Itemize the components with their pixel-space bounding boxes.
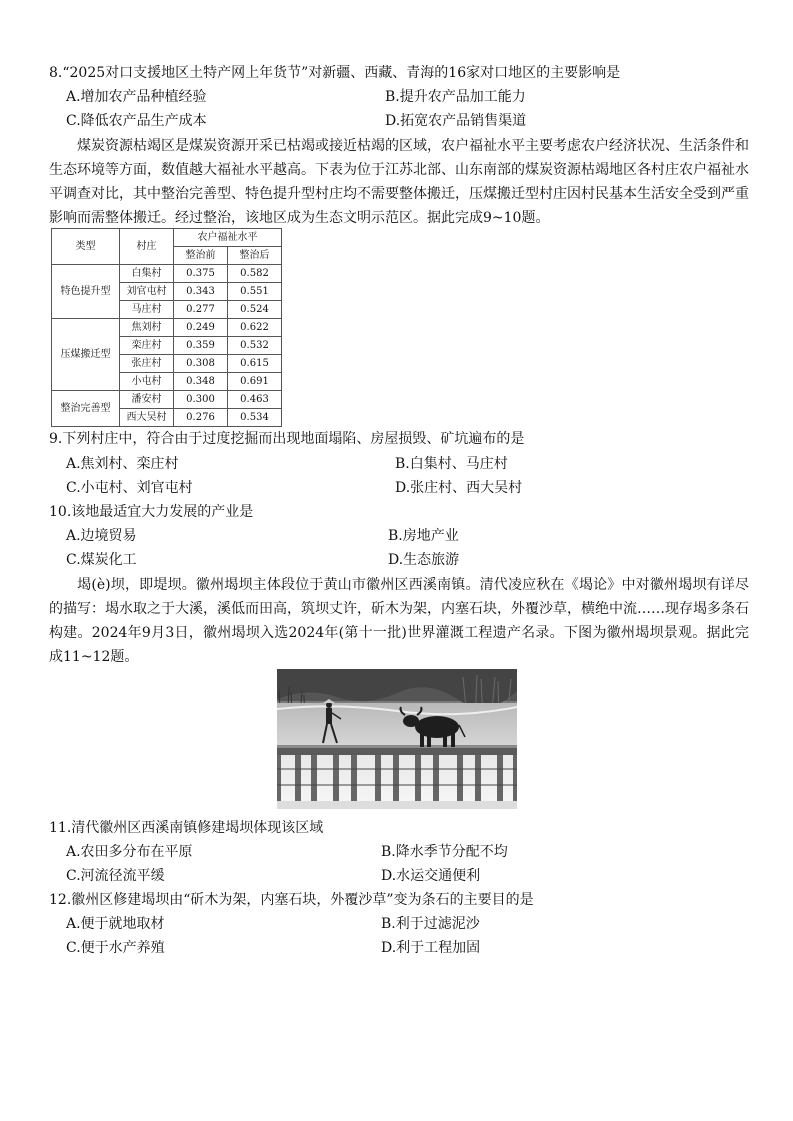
q9-option-b[interactable]: B.白集村、马庄村 bbox=[395, 456, 508, 472]
village-cell: 潘安村 bbox=[120, 391, 174, 409]
q12-option-d[interactable]: D.利于工程加固 bbox=[381, 940, 481, 956]
village-cell: 焦刘村 bbox=[120, 319, 174, 337]
q10-option-a[interactable]: A.边境贸易 bbox=[66, 528, 137, 544]
after-cell: 0.534 bbox=[228, 409, 282, 427]
material-coal-region-text: 煤炭资源枯竭区是煤炭资源开采已枯竭或接近枯竭的区域，农户福祉水平主要考虑农户经济状况、生活条件和生态环境等方面，数值越大福祉水平越高。下表为位于江苏北部、山东南部的煤炭资源枯竭地区各村庄农户福祉水平调查对比，其中整治完善型、特色提升型村庄均不需要整体搬迁，压煤搬迁型村庄因村民基本生活安全受到严重影响而需整体搬迁。经过整治，该地区成为生态文明示范区。据此完成9~10题。 bbox=[49, 138, 749, 226]
material-coal-region bbox=[49, 134, 749, 230]
after-cell: 0.615 bbox=[228, 355, 282, 373]
village-cell: 小屯村 bbox=[120, 373, 174, 391]
village-cell: 刘官屯村 bbox=[120, 283, 174, 301]
q8-option-d[interactable]: D.拓宽农产品销售渠道 bbox=[385, 113, 527, 129]
material-dam bbox=[49, 573, 749, 669]
group-type: 特色提升型 bbox=[52, 265, 120, 319]
group-type: 整治完善型 bbox=[52, 391, 120, 427]
before-cell: 0.359 bbox=[174, 337, 228, 355]
table-row bbox=[52, 319, 282, 337]
q11-option-b[interactable]: B.降水季节分配不均 bbox=[381, 844, 508, 860]
after-cell: 0.532 bbox=[228, 337, 282, 355]
q10-option-d[interactable]: D.生态旅游 bbox=[388, 552, 460, 568]
q8-stem: 8.“2025对口支援地区土特产网上年货节”对新疆、西藏、青海的16家对口地区的主要影响是 bbox=[49, 65, 621, 81]
q9-stem: 9.下列村庄中，符合由于过度挖掘而出现地面塌陷、房屋损毁、矿坑遍布的是 bbox=[49, 431, 525, 447]
table-header-row bbox=[52, 229, 282, 247]
q9-option-a[interactable]: A.焦刘村、栾庄村 bbox=[66, 456, 179, 472]
after-cell: 0.524 bbox=[228, 301, 282, 319]
village-cell: 白集村 bbox=[120, 265, 174, 283]
q10-stem: 10.该地最适宜大力发展的产业是 bbox=[49, 504, 254, 520]
material-dam-text: 堨(è)坝，即堤坝。徽州堨坝主体段位于黄山市徽州区西溪南镇。清代凌应秋在《堨论》中对徽州堨坝有详尽的描写：堨水取之于大溪，溪低而田高，筑坝丈许，斫木为架，内塞石块，外覆沙草，横绝中流……现存堨多条石构建。2024年9月3日，徽州堨坝入选2024年(第十一批)世界灌溉工程遗产名录。下图为徽州堨坝景观。据此完成11~12题。 bbox=[49, 577, 749, 665]
village-cell: 马庄村 bbox=[120, 301, 174, 319]
table-row bbox=[52, 265, 282, 283]
after-cell: 0.551 bbox=[228, 283, 282, 301]
q8-option-b[interactable]: B.提升农产品加工能力 bbox=[385, 89, 526, 105]
q8-option-c[interactable]: C.降低农产品生产成本 bbox=[66, 113, 207, 129]
q12-option-a[interactable]: A.便于就地取材 bbox=[66, 916, 165, 932]
after-cell: 0.582 bbox=[228, 265, 282, 283]
after-cell: 0.463 bbox=[228, 391, 282, 409]
before-cell: 0.249 bbox=[174, 319, 228, 337]
before-cell: 0.277 bbox=[174, 301, 228, 319]
before-cell: 0.276 bbox=[174, 409, 228, 427]
q12-stem: 12.徽州区修建堨坝由“斫木为架，内塞石块，外覆沙草”变为条石的主要目的是 bbox=[49, 892, 534, 908]
village-cell: 西大吴村 bbox=[120, 409, 174, 427]
header-after: 整治后 bbox=[228, 247, 282, 265]
village-cell: 栾庄村 bbox=[120, 337, 174, 355]
header-type: 类型 bbox=[52, 229, 120, 265]
welfare-table bbox=[51, 228, 282, 427]
header-before: 整治前 bbox=[174, 247, 228, 265]
dam-photo bbox=[277, 669, 517, 809]
table-row bbox=[52, 391, 282, 409]
group-type: 压煤搬迁型 bbox=[52, 319, 120, 391]
header-village: 村庄 bbox=[120, 229, 174, 265]
q11-stem: 11.清代徽州区西溪南镇修建堨坝体现该区域 bbox=[49, 820, 324, 836]
q11-option-d[interactable]: D.水运交通便利 bbox=[381, 868, 481, 884]
before-cell: 0.343 bbox=[174, 283, 228, 301]
after-cell: 0.622 bbox=[228, 319, 282, 337]
before-cell: 0.300 bbox=[174, 391, 228, 409]
q10-option-c[interactable]: C.煤炭化工 bbox=[66, 552, 137, 568]
q11-option-c[interactable]: C.河流径流平缓 bbox=[66, 868, 165, 884]
q9-option-c[interactable]: C.小屯村、刘官屯村 bbox=[66, 480, 193, 496]
header-welfare: 农户福祉水平 bbox=[174, 229, 282, 247]
q9-option-d[interactable]: D.张庄村、西大吴村 bbox=[395, 480, 523, 496]
before-cell: 0.348 bbox=[174, 373, 228, 391]
after-cell: 0.691 bbox=[228, 373, 282, 391]
before-cell: 0.375 bbox=[174, 265, 228, 283]
q8-option-a[interactable]: A.增加农产品种植经验 bbox=[66, 89, 207, 105]
village-cell: 张庄村 bbox=[120, 355, 174, 373]
q12-option-b[interactable]: B.利于过滤泥沙 bbox=[381, 916, 480, 932]
q12-option-c[interactable]: C.便于水产养殖 bbox=[66, 940, 165, 956]
q11-option-a[interactable]: A.农田多分布在平原 bbox=[66, 844, 193, 860]
q10-option-b[interactable]: B.房地产业 bbox=[388, 528, 459, 544]
before-cell: 0.308 bbox=[174, 355, 228, 373]
